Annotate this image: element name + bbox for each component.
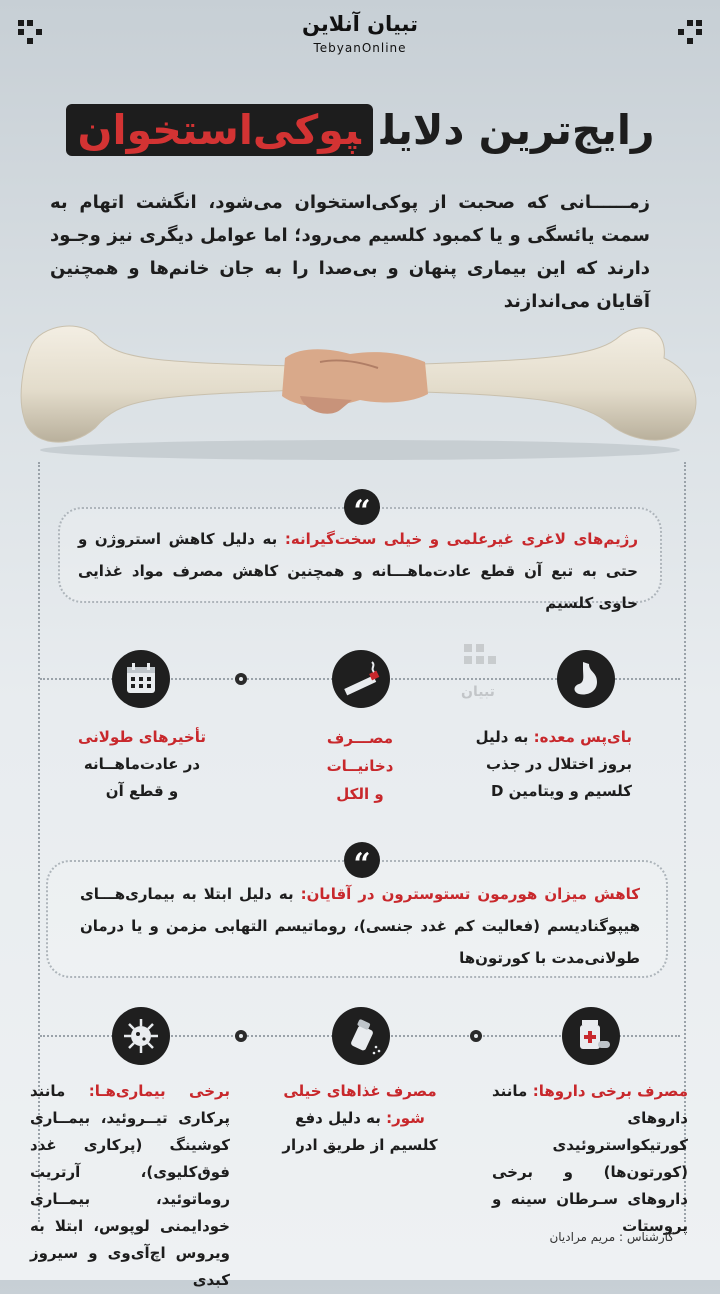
- calendar-icon: [112, 650, 170, 708]
- cause-text-diet: [78, 523, 638, 619]
- intro-paragraph: زمــــــانی که صحبت از پوکی‌استخوان می‌شود، انگشت اتهام به سمت یائسگی و یا کمبود کلسیم می‌رود؛ اما عوامل دیگری نیز وجـود دارند که این بیماری پنهان و بی‌صدا را به جان خانم‌ها و همچنین آقایان می‌اندازند: [50, 192, 650, 312]
- cause-title-diet: رژیم‌های لاغری غیرعلمی و خیلی سخت‌گیرانه:: [284, 530, 638, 548]
- cause-desc-testosterone: به دلیل ابتلا به بیماری‌هـــای هیپوگنادیسم (فعالیت کم غدد جنسی)، روماتیسم التهابی مزمن و یا درمان طولانی‌مدت با کورتون‌ها: [80, 885, 640, 967]
- medicine-icon: [562, 1007, 620, 1065]
- cause-title-salty-2: شور:: [386, 1109, 425, 1127]
- quote-icon: “: [344, 489, 380, 525]
- virus-icon: [112, 1007, 170, 1065]
- cause-bypass: بای‌پس معده: به دلیل بروز اختلال در جذب کلسیم و ویتامین D: [475, 728, 632, 800]
- expert-credit: کارشناس : مریم مرادیان: [549, 1230, 674, 1244]
- stomach-icon: [557, 650, 615, 708]
- watermark-logo: تبیان: [448, 640, 508, 700]
- cause-diseases: برخی بیماری‌هـا: مانند پرکاری تیــروئید، بیمــاری کوشینگ (پرکاری غدد فوق‌کلیوی)، آرتریت روماتوئید، بیمــاری خودایمنی لوپوس، ابتلا به ویروس اچ‌آی‌وی و سیروز کبدی: [30, 1082, 230, 1289]
- title-plain: رایج‌ترین دلایل: [380, 106, 655, 154]
- title-highlight: پوکی‌استخوان: [66, 104, 373, 156]
- connector-dot: [235, 673, 247, 685]
- cause-desc-diet: به دلیل کاهش استروژن و حتی به تبع آن قطع عادت‌ماهـــانه و همچنین کاهش مصرف مواد غذایی حاوی کلسیم: [78, 530, 638, 612]
- connector-dot: [235, 1030, 247, 1042]
- page-title: [0, 96, 720, 164]
- cause-salty-food: مصرف غذاهای خیلی شور: به دلیل دفع کلسیم از طریق ادرار: [280, 1078, 440, 1159]
- cause-title-diseases: برخی بیماری‌هـا:: [88, 1082, 230, 1100]
- bone-handshake-illustration: [0, 318, 720, 468]
- cigarette-icon: [332, 650, 390, 708]
- brand-logo-text: تبیان آنلاین: [302, 12, 418, 36]
- cause-title-testosterone: کاهش میزان هورمون تستوسترون در آقایان:: [300, 885, 640, 903]
- cause-text-testosterone: [80, 878, 640, 974]
- cause-medication: مصرف برخی داروها: مانند داروهای کورتیکواستروئیدی (کورتون‌ها) و برخی داروهای سـرطان سینه و پروستات: [492, 1082, 688, 1235]
- cause-smoking: مصـــرف دخانیــات و الکل: [326, 729, 394, 803]
- cause-title-bypass: بای‌پس معده:: [533, 728, 632, 746]
- connector-dot: [470, 1030, 482, 1042]
- cause-title-salty-1: مصرف غذاهای خیلی: [283, 1082, 437, 1100]
- brand-logo-latin: TebyanOnline: [313, 41, 407, 55]
- salt-shaker-icon: [332, 1007, 390, 1065]
- cause-title-menstrual: تأخیرهای طولانی: [77, 728, 207, 746]
- cause-title-medication: مصرف برخی داروها:: [532, 1082, 688, 1100]
- cause-menstrual-delay: تأخیرهای طولانی در عادت‌ماهــانه و قطع آن: [72, 724, 212, 805]
- quote-icon: “: [344, 842, 380, 878]
